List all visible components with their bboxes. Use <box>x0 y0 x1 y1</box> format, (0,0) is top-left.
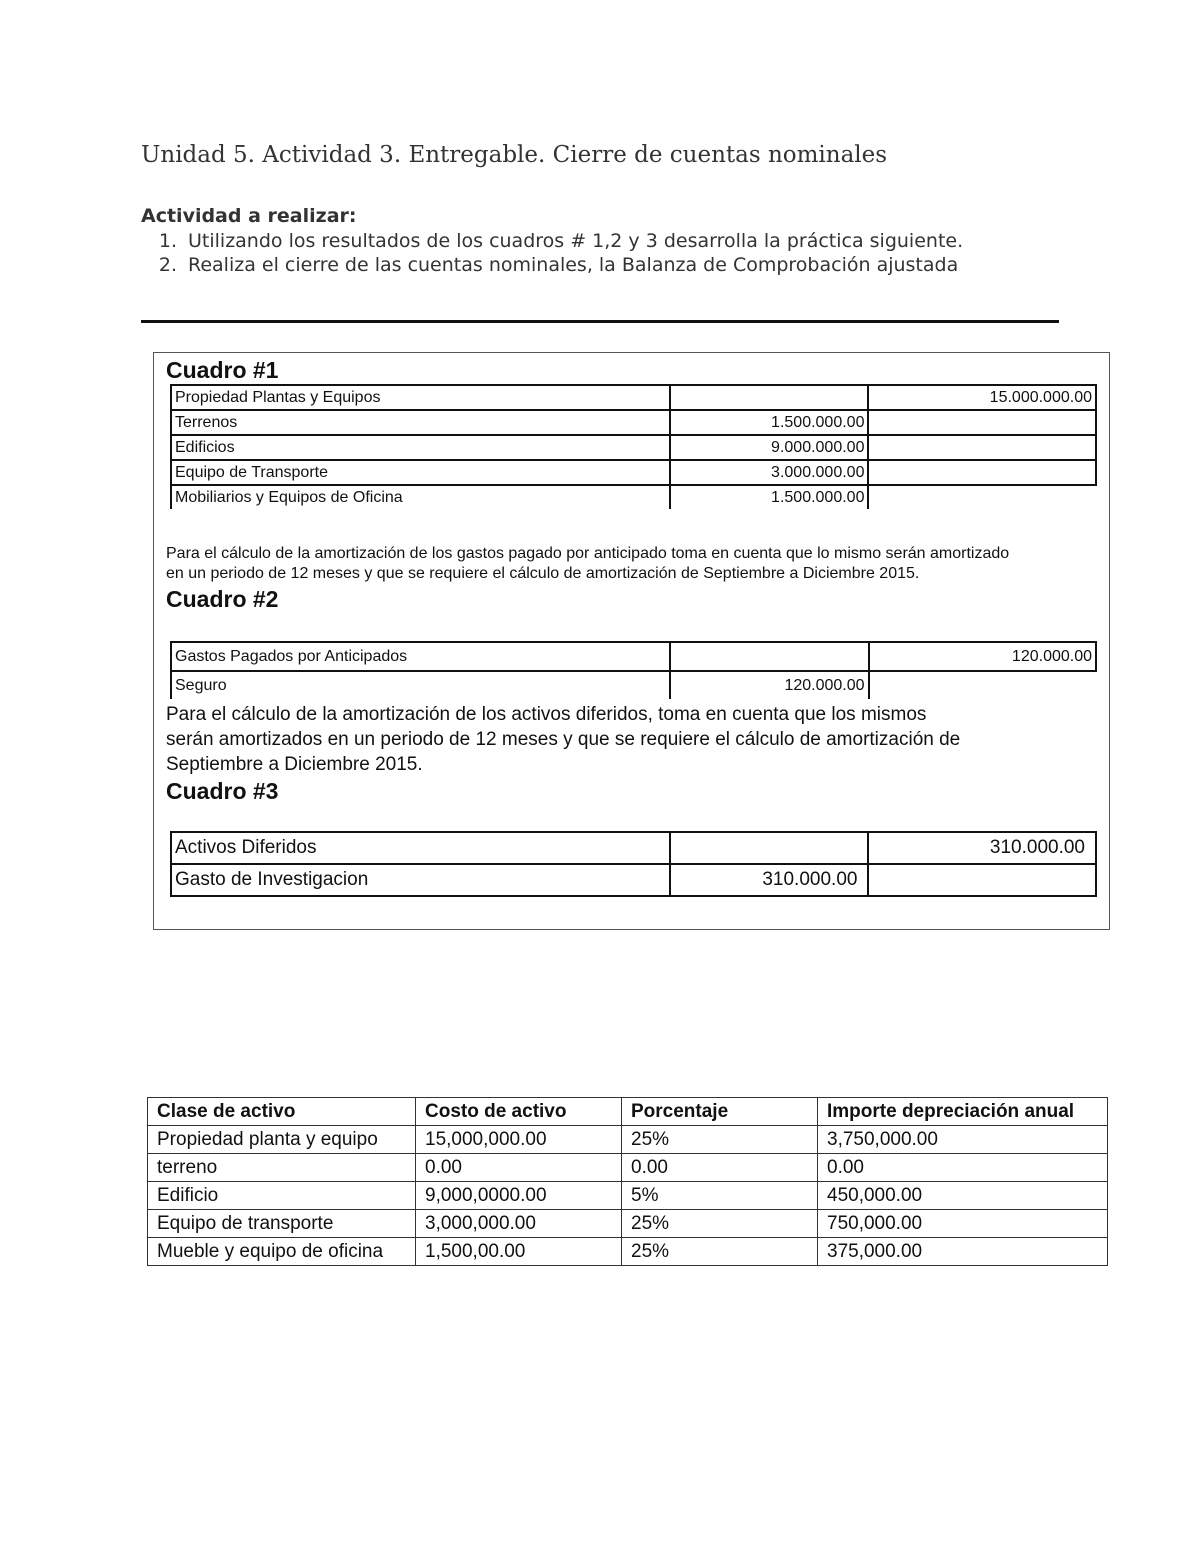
instruction-text: Utilizando los resultados de los cuadros # 1,2 y 3 desarrolla la práctica siguiente. <box>188 230 964 252</box>
debit-value <box>670 832 869 864</box>
table-row <box>171 485 1096 509</box>
debit-value: 1.500.000.00 <box>670 485 869 509</box>
table-row <box>171 385 1096 410</box>
table-row <box>171 435 1096 460</box>
cuadro1-title: Cuadro #1 <box>166 357 279 383</box>
instruction-item <box>141 254 958 276</box>
note2-line: Septiembre a Diciembre 2015. <box>166 754 423 775</box>
annual-depreciation: 0.00 <box>818 1154 1108 1182</box>
debit-value <box>670 385 869 410</box>
note2-line: Para el cálculo de la amortización de los activos diferidos, toma en cuenta que los mismos <box>166 704 927 725</box>
credit-value <box>868 864 1096 896</box>
asset-cost: 1,500,00.00 <box>416 1238 622 1266</box>
asset-class: terreno <box>148 1154 416 1182</box>
table-row <box>148 1238 1108 1266</box>
table-row <box>171 864 1096 896</box>
table-row <box>171 832 1096 864</box>
instruction-text: Realiza el cierre de las cuentas nominales, la Balanza de Comprobación ajustada <box>188 254 959 276</box>
note2-line: serán amortizados en un periodo de 12 meses y que se requiere el cálculo de amortización de <box>166 729 961 750</box>
account-label: Seguro <box>171 671 670 699</box>
table-header-row <box>148 1098 1108 1126</box>
horizontal-rule <box>141 320 1059 323</box>
asset-cost: 15,000,000.00 <box>416 1126 622 1154</box>
asset-cost: 9,000,0000.00 <box>416 1182 622 1210</box>
activity-heading: Actividad a realizar: <box>141 205 357 227</box>
table-row <box>148 1210 1108 1238</box>
percentage: 0.00 <box>622 1154 818 1182</box>
instruction-number: 2. <box>158 254 177 276</box>
table-row <box>171 642 1096 671</box>
table-row <box>171 460 1096 485</box>
percentage: 25% <box>622 1126 818 1154</box>
asset-class: Edificio <box>148 1182 416 1210</box>
document-title: Unidad 5. Actividad 3. Entregable. Cierre de cuentas nominales <box>141 142 888 168</box>
cuadro1-table <box>170 384 1097 509</box>
table-row <box>148 1126 1108 1154</box>
debit-value: 3.000.000.00 <box>670 460 869 485</box>
note1 <box>166 544 1009 584</box>
credit-value: 120.000.00 <box>869 642 1096 671</box>
credit-value <box>869 671 1096 699</box>
percentage: 5% <box>622 1182 818 1210</box>
note1-line: Para el cálculo de la amortización de los gastos pagado por anticipado toma en cuenta que lo mismo serán amortizado <box>166 545 1010 562</box>
debit-value: 9.000.000.00 <box>670 435 869 460</box>
cuadro3-table <box>170 831 1097 897</box>
depreciation-table <box>147 1097 1108 1266</box>
account-label: Gastos Pagados por Anticipados <box>171 642 670 671</box>
asset-cost: 0.00 <box>416 1154 622 1182</box>
account-label: Propiedad Plantas y Equipos <box>171 385 670 410</box>
asset-cost: 3,000,000.00 <box>416 1210 622 1238</box>
column-header: Porcentaje <box>622 1098 818 1126</box>
credit-value: 310.000.00 <box>868 832 1096 864</box>
annual-depreciation: 450,000.00 <box>818 1182 1108 1210</box>
cuadro2-table <box>170 641 1097 699</box>
note1-line: en un periodo de 12 meses y que se requiere el cálculo de amortización de Septiembre a Diciembre 2015. <box>166 565 920 582</box>
column-header: Importe depreciación anual <box>818 1098 1108 1126</box>
annual-depreciation: 375,000.00 <box>818 1238 1108 1266</box>
table-row <box>171 410 1096 435</box>
debit-value <box>670 642 869 671</box>
cuadro3-title: Cuadro #3 <box>166 778 279 804</box>
credit-value <box>868 485 1096 509</box>
asset-class: Propiedad planta y equipo <box>148 1126 416 1154</box>
annual-depreciation: 750,000.00 <box>818 1210 1108 1238</box>
column-header: Clase de activo <box>148 1098 416 1126</box>
column-header: Costo de activo <box>416 1098 622 1126</box>
account-label: Terrenos <box>171 410 670 435</box>
table-row <box>148 1154 1108 1182</box>
annual-depreciation: 3,750,000.00 <box>818 1126 1108 1154</box>
account-label: Activos Diferidos <box>171 832 670 864</box>
instruction-item <box>141 230 963 252</box>
asset-class: Mueble y equipo de oficina <box>148 1238 416 1266</box>
credit-value: 15.000.000.00 <box>868 385 1096 410</box>
credit-value <box>868 460 1096 485</box>
account-label: Equipo de Transporte <box>171 460 670 485</box>
cuadros-image <box>153 352 1110 930</box>
percentage: 25% <box>622 1238 818 1266</box>
asset-class: Equipo de transporte <box>148 1210 416 1238</box>
cuadro2-title: Cuadro #2 <box>166 586 279 612</box>
account-label: Mobiliarios y Equipos de Oficina <box>171 485 670 509</box>
account-label: Edificios <box>171 435 670 460</box>
debit-value: 120.000.00 <box>670 671 869 699</box>
debit-value: 310.000.00 <box>670 864 869 896</box>
credit-value <box>868 435 1096 460</box>
note2 <box>166 702 960 777</box>
percentage: 25% <box>622 1210 818 1238</box>
table-row <box>148 1182 1108 1210</box>
credit-value <box>868 410 1096 435</box>
table-row <box>171 671 1096 699</box>
instruction-number: 1. <box>158 230 177 252</box>
debit-value: 1.500.000.00 <box>670 410 869 435</box>
account-label: Gasto de Investigacion <box>171 864 670 896</box>
